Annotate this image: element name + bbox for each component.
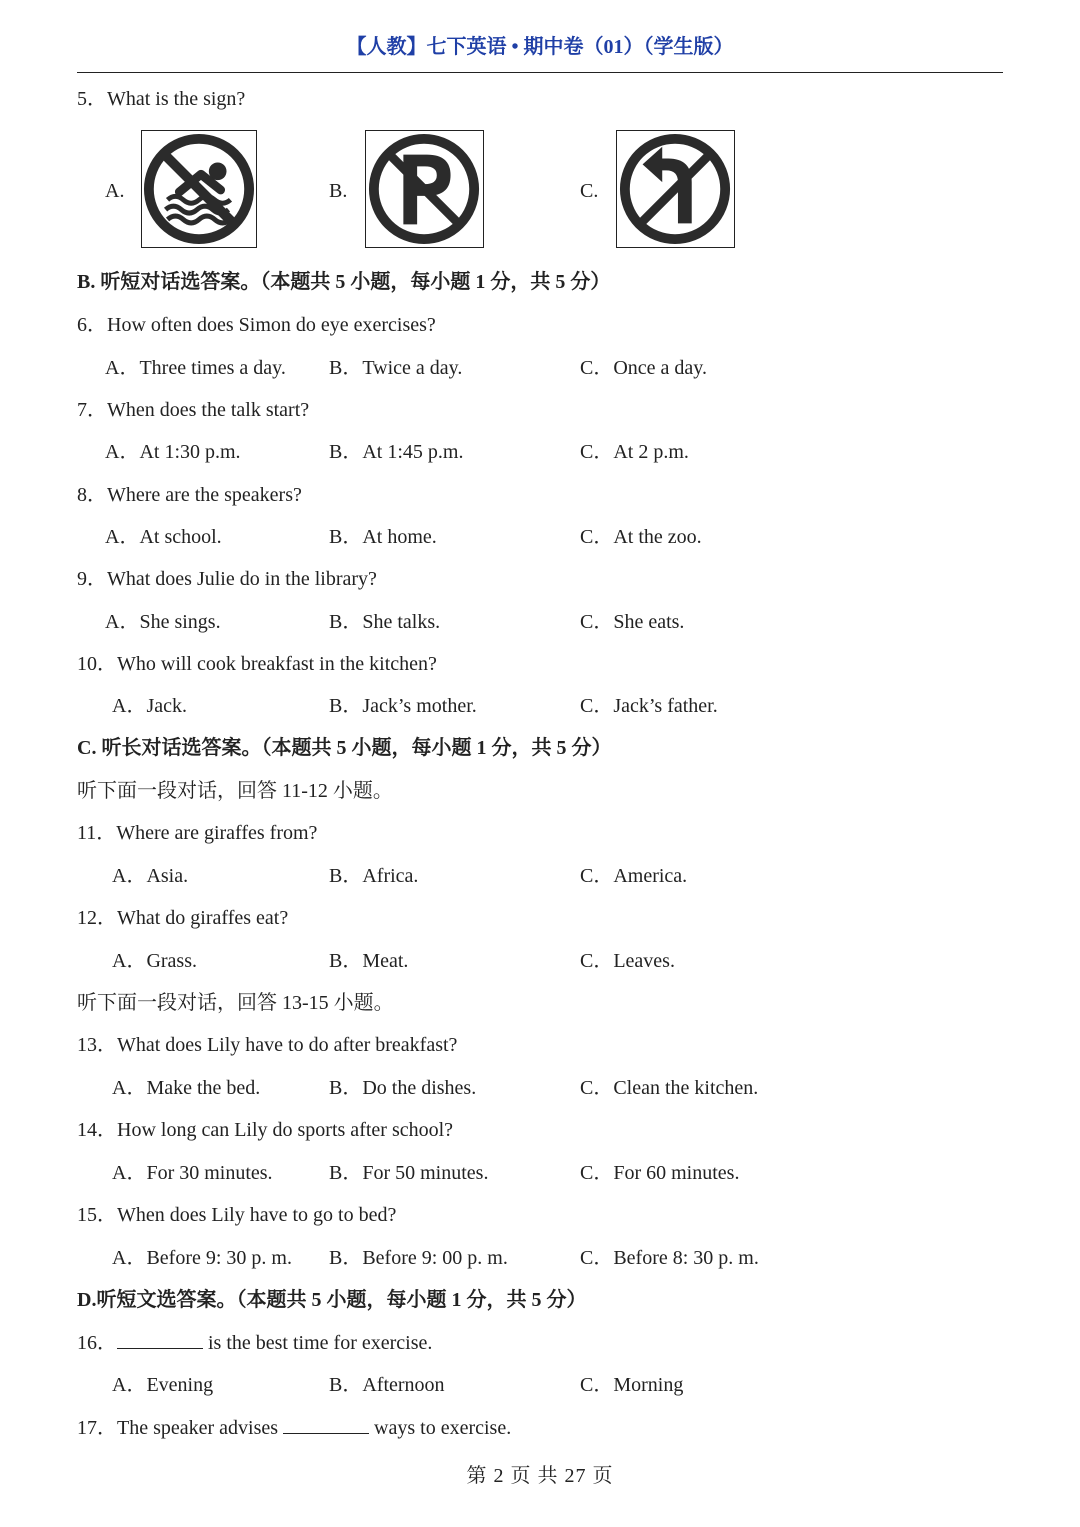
q7-option-b[interactable]: B．At 1:45 p.m. (329, 441, 464, 463)
q8-option-a[interactable]: A．At school. (105, 526, 222, 548)
section-c-heading: C. 听长对话选答案。（本题共 5 小题，每小题 1 分，共 5 分） (77, 737, 612, 759)
q8-option-c[interactable]: C．At the zoo. (580, 526, 702, 548)
q11-option-b[interactable]: B．Africa. (329, 865, 419, 887)
question-17-text-before: 17．The speaker advises (77, 1417, 279, 1439)
q14-option-a[interactable]: A．For 30 minutes. (112, 1162, 273, 1184)
q12-option-c[interactable]: C．Leaves. (580, 950, 675, 972)
q13-option-c[interactable]: C．Clean the kitchen. (580, 1077, 759, 1099)
sign-option-b-label: B. (329, 180, 348, 202)
q6-option-a[interactable]: A．Three times a day. (105, 357, 286, 379)
q9-option-b[interactable]: B．She talks. (329, 611, 441, 633)
q9-option-a[interactable]: A．She sings. (105, 611, 221, 633)
q7-option-a[interactable]: A．At 1:30 p.m. (105, 441, 241, 463)
q10-option-c[interactable]: C．Jack’s father. (580, 695, 718, 717)
q12-option-a[interactable]: A．Grass. (112, 950, 197, 972)
q15-option-c[interactable]: C．Before 8: 30 p. m. (580, 1247, 759, 1269)
q6-option-c[interactable]: C．Once a day. (580, 357, 707, 379)
q16-answer-blank (117, 1330, 203, 1349)
q7-option-c[interactable]: C．At 2 p.m. (580, 441, 689, 463)
question-11: 11．Where are giraffes from? (77, 822, 318, 844)
q12-option-b[interactable]: B．Meat. (329, 950, 409, 972)
q11-option-c[interactable]: C．America. (580, 865, 688, 887)
sign-option-a-label: A. (105, 180, 125, 202)
question-10: 10．Who will cook breakfast in the kitchen? (77, 653, 437, 675)
page-header-title: 【人教】七下英语 • 期中卷（01）（学生版） (346, 36, 734, 58)
q14-option-c[interactable]: C．For 60 minutes. (580, 1162, 740, 1184)
question-12: 12．What do giraffes eat? (77, 907, 289, 929)
question-16-number: 16． (77, 1332, 117, 1354)
question-16 (77, 1330, 432, 1355)
question-14: 14．How long can Lily do sports after school? (77, 1119, 454, 1141)
header-divider (77, 72, 1003, 73)
question-16-text: is the best time for exercise. (208, 1332, 433, 1354)
sign-option-c-label: C. (580, 180, 599, 202)
section-b-heading: B. 听短对话选答案。（本题共 5 小题，每小题 1 分，共 5 分） (77, 271, 611, 293)
q17-answer-blank (283, 1415, 369, 1434)
no-parking-sign-icon (365, 130, 484, 248)
q13-option-a[interactable]: A．Make the bed. (112, 1077, 261, 1099)
q9-option-c[interactable]: C．She eats. (580, 611, 685, 633)
page-number-footer: 第 2 页 共 27 页 (466, 1465, 614, 1487)
question-5: 5．What is the sign? (77, 88, 246, 110)
question-7: 7．When does the talk start? (77, 399, 310, 421)
q16-option-c[interactable]: C．Morning (580, 1374, 684, 1396)
q8-option-b[interactable]: B．At home. (329, 526, 437, 548)
q16-option-b[interactable]: B．Afternoon (329, 1374, 445, 1396)
q15-option-a[interactable]: A．Before 9: 30 p. m. (112, 1247, 292, 1269)
q16-option-a[interactable]: A．Evening (112, 1374, 214, 1396)
q14-option-b[interactable]: B．For 50 minutes. (329, 1162, 489, 1184)
q10-option-a[interactable]: A．Jack. (112, 695, 187, 717)
instruction-13-15: 听下面一段对话，回答 13-15 小题。 (77, 992, 394, 1014)
no-left-turn-sign-icon (616, 130, 735, 248)
instruction-11-12: 听下面一段对话，回答 11-12 小题。 (77, 780, 393, 802)
q13-option-b[interactable]: B．Do the dishes. (329, 1077, 477, 1099)
q10-option-b[interactable]: B．Jack’s mother. (329, 695, 477, 717)
question-13: 13．What does Lily have to do after breakfast? (77, 1034, 458, 1056)
question-9: 9．What does Julie do in the library? (77, 568, 377, 590)
section-d-heading: D.听短文选答案。（本题共 5 小题，每小题 1 分，共 5 分） (77, 1289, 587, 1311)
no-swimming-sign-icon (141, 130, 257, 248)
question-8: 8．Where are the speakers? (77, 484, 302, 506)
q15-option-b[interactable]: B．Before 9: 00 p. m. (329, 1247, 508, 1269)
question-17 (77, 1415, 511, 1440)
question-15: 15．When does Lily have to go to bed? (77, 1204, 397, 1226)
question-17-text-after: ways to exercise. (374, 1417, 512, 1439)
question-6: 6．How often does Simon do eye exercises? (77, 314, 436, 336)
q11-option-a[interactable]: A．Asia. (112, 865, 189, 887)
q6-option-b[interactable]: B．Twice a day. (329, 357, 463, 379)
